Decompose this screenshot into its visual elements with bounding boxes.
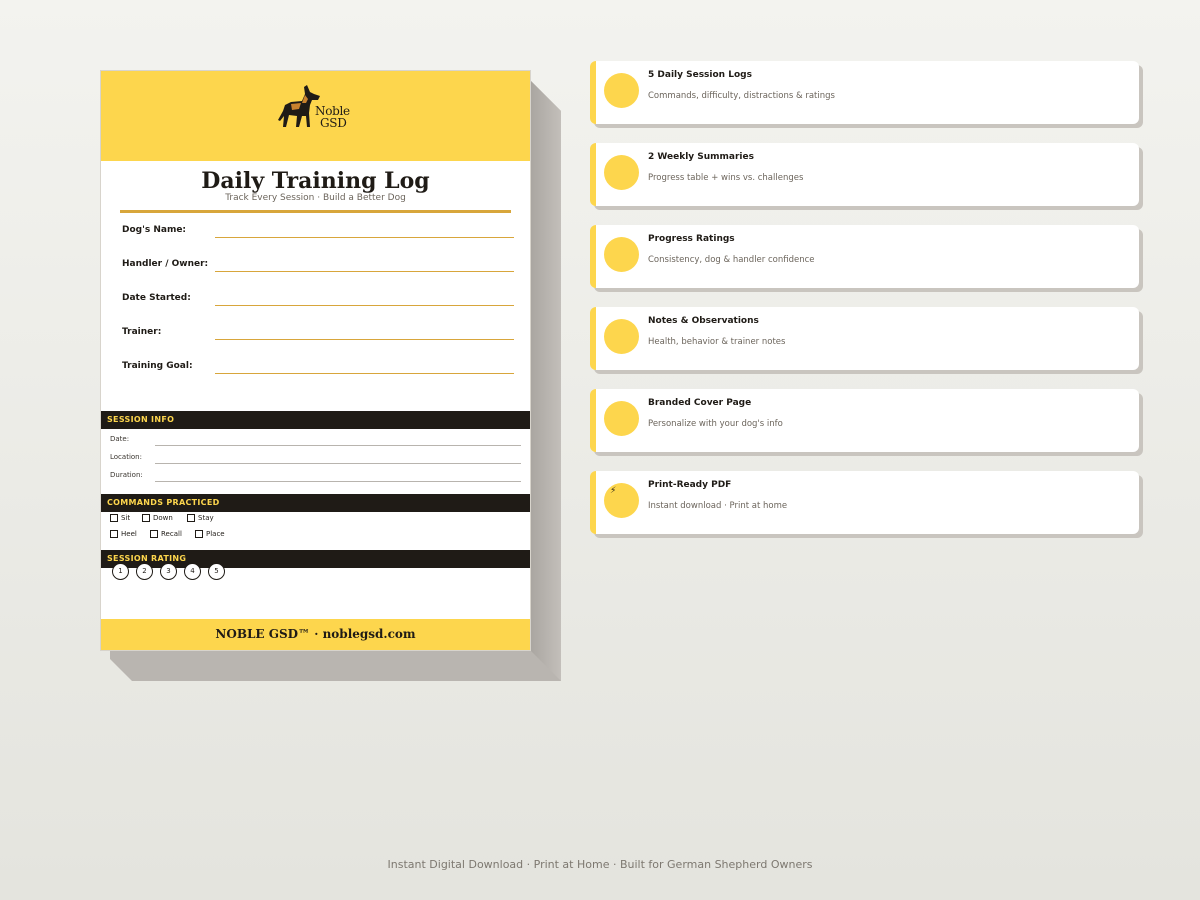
command-label: Stay [198,514,214,522]
info-label: Location: [110,453,142,461]
feature-card-progress-ratings [590,225,1139,288]
checkbox[interactable] [150,530,158,538]
title-divider [120,210,511,213]
command-label: Place [206,530,225,538]
feature-description: Personalize with your dog's info [648,419,783,429]
rating-circle-3[interactable]: 3 [160,563,177,580]
rating-circle-4[interactable]: 4 [184,563,201,580]
rating-circle-5[interactable]: 5 [208,563,225,580]
logo [277,83,357,133]
field-label: Trainer: [122,327,162,337]
command-label: Heel [121,530,137,538]
feature-description: Consistency, dog & handler confidence [648,255,815,265]
logo-line-2: GSD [320,116,347,130]
field-underline [215,237,514,238]
notepad-icon [604,73,639,108]
field-underline [215,339,514,340]
page-header [101,71,530,161]
feature-description: Progress table + wins vs. challenges [648,173,804,183]
session-info-header [101,411,530,429]
checkbox[interactable] [187,514,195,522]
trainer-field[interactable] [122,323,514,343]
feature-description: Commands, difficulty, distractions & ratings [648,91,835,101]
info-label: Date: [110,435,130,443]
session-duration-row[interactable] [110,469,522,483]
feature-title: Print-Ready PDF [648,480,732,490]
feature-card-weekly-summaries [590,143,1139,206]
section-heading: SESSION RATING [107,554,187,563]
training-goal-field[interactable] [122,357,514,377]
training-log-page [100,70,531,651]
date-started-field[interactable] [122,289,514,309]
page-stack-edge [530,80,561,681]
field-label: Training Goal: [122,361,193,371]
footer-text: NOBLE GSD™ · noblegsd.com [215,627,416,641]
info-label: Duration: [110,471,143,479]
calendar-icon [604,155,639,190]
info-underline [155,445,521,446]
icon-glyph: ⚡ [610,486,617,496]
info-underline [155,481,521,482]
field-label: Date Started: [122,293,191,303]
field-underline [215,271,514,272]
command-label: Recall [161,530,182,538]
checkbox[interactable] [195,530,203,538]
dog-name-field[interactable] [122,221,514,241]
section-heading: COMMANDS PRACTICED [107,498,220,507]
feature-title: 5 Daily Session Logs [648,70,752,80]
info-underline [155,463,521,464]
session-date-row[interactable] [110,433,522,447]
checkbox[interactable] [110,514,118,522]
session-location-row[interactable] [110,451,522,465]
field-label: Handler / Owner: [122,259,209,269]
feature-description: Instant download · Print at home [648,501,788,511]
page-title: Daily Training Log [201,168,430,194]
logo-wordmark [315,105,375,129]
field-label: Dog's Name: [122,225,187,235]
command-label: Down [153,514,173,522]
rating-circle-1[interactable]: 1 [112,563,129,580]
page-footer [101,619,530,650]
checkbox[interactable] [110,530,118,538]
field-underline [215,373,514,374]
checkbox[interactable] [142,514,150,522]
section-heading: SESSION INFO [107,415,175,424]
feature-card-print-ready [590,471,1139,534]
star-icon [604,237,639,272]
commands-header [101,494,530,512]
feature-title: 2 Weekly Summaries [648,152,754,162]
feature-card-cover-page [590,389,1139,452]
field-underline [215,305,514,306]
command-label: Sit [121,514,131,522]
lightning-icon [604,483,639,518]
handler-owner-field[interactable] [122,255,514,275]
feature-description: Health, behavior & trainer notes [648,337,786,347]
feature-card-session-logs [590,61,1139,124]
feature-title: Branded Cover Page [648,398,752,408]
pencil-icon [604,319,639,354]
bottom-caption: Instant Digital Download · Print at Home · Built for German Shepherd Owners [387,858,813,871]
feature-title: Progress Ratings [648,234,735,244]
logo-line-1: Noble [315,104,350,118]
feature-title: Notes & Observations [648,316,759,326]
paw-icon [604,401,639,436]
rating-circle-2[interactable]: 2 [136,563,153,580]
page-subtitle: Track Every Session · Build a Better Dog [225,193,406,203]
feature-card-notes [590,307,1139,370]
